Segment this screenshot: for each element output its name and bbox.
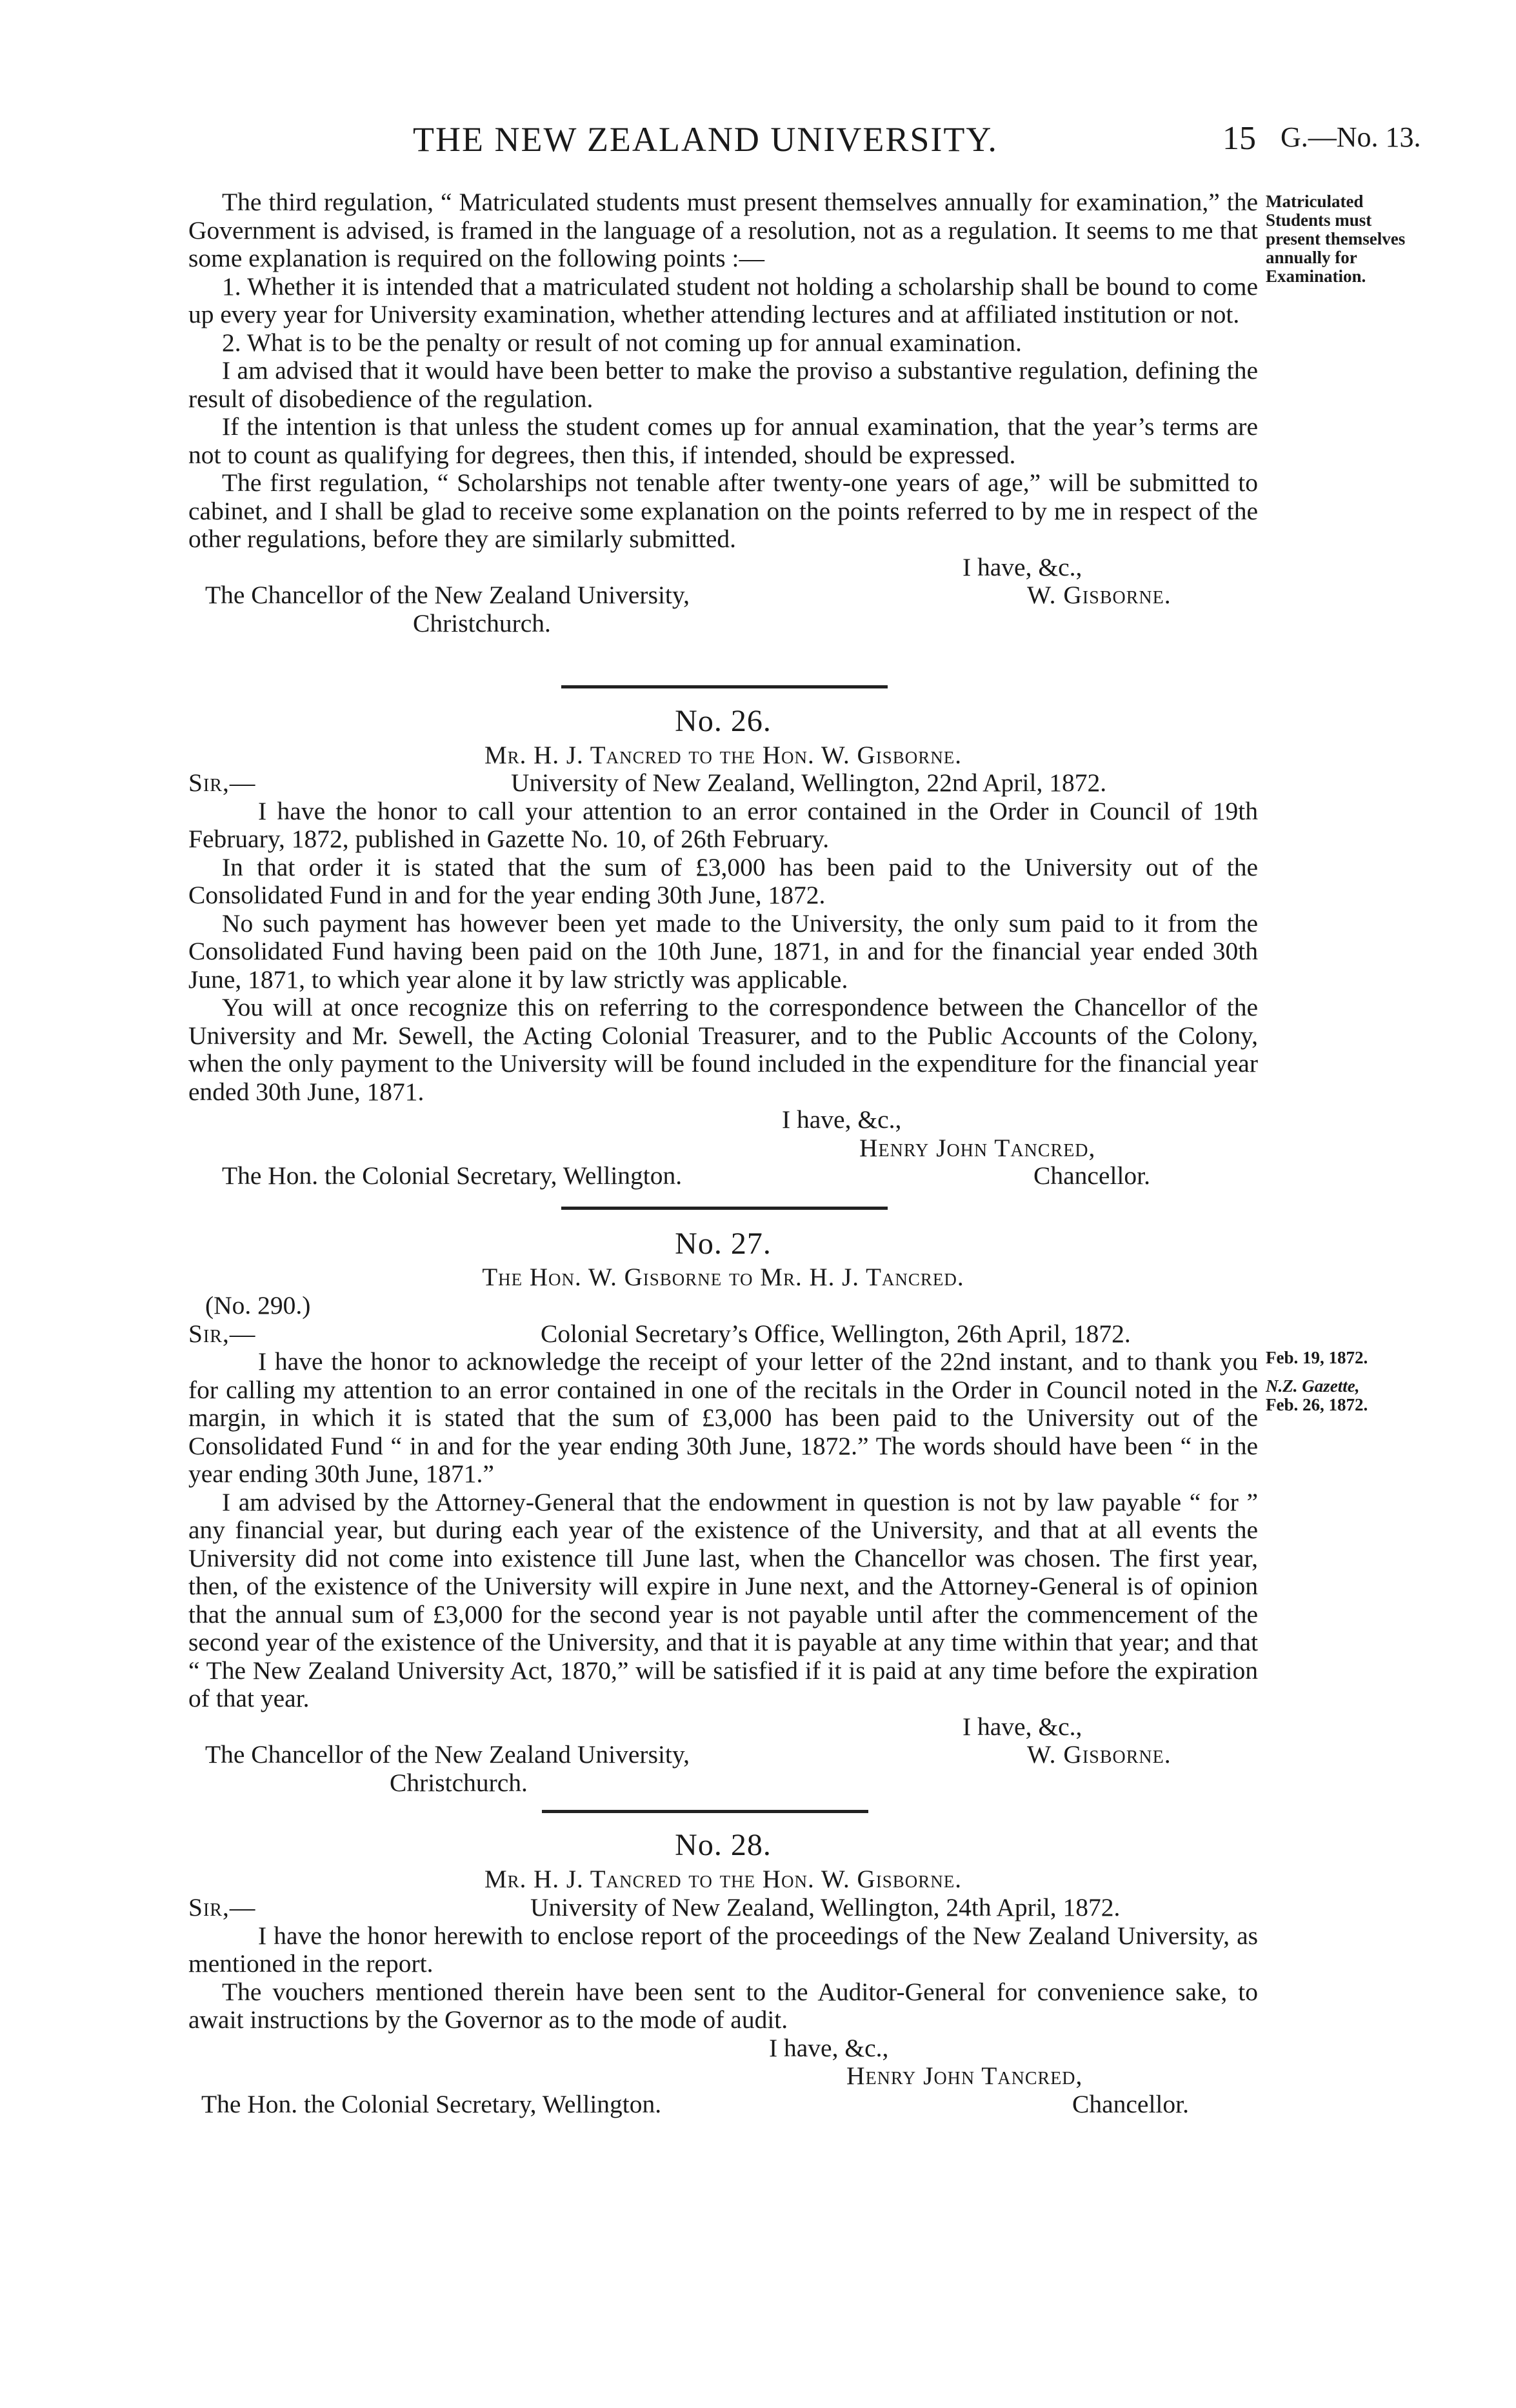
letter-26 <box>188 769 1258 1190</box>
header-title: THE NEW ZEALAND UNIVERSITY. <box>413 120 998 159</box>
running-header <box>0 119 1516 165</box>
signature-row <box>188 581 1258 610</box>
letter-27 <box>188 1292 1258 1797</box>
signatory-title: Chancellor. <box>1033 1161 1150 1190</box>
addressee: The Chancellor of the New Zealand University, <box>205 581 690 609</box>
salutation-row <box>188 769 1258 798</box>
signatory-title: Chancellor. <box>1072 2089 1189 2118</box>
salutation: Sir,— <box>188 1319 256 1348</box>
closing-row <box>188 554 1258 582</box>
margin-note: Feb. 19, 1872. <box>1266 1348 1368 1367</box>
addressee-place: Christchurch. <box>413 608 551 637</box>
signature: Henry John Tancred, <box>846 2062 1083 2090</box>
page-number: 15 <box>1222 120 1256 157</box>
paragraph: I have the honor herewith to enclose report of the proceedings of the New Zealand University, as mentioned in the report. <box>188 1921 1258 1978</box>
paragraph: I am advised by the Attorney-General that the endowment in question is not by law payable “ for ” any financial year, but during each year of the existence of the University, and that at all events the University did not come into existence till June last, when the Chancellor was chosen. The first year, then, of the existence of the University will expire in June next, and the Attorney-General is of opinion that the annual sum of £3,000 for the second year is not payable until after the commencement of the second year of the existence of the University, and that it is payable at any time within that year; and that “ The New Zealand University Act, 1870,” will be satisfied if it is paid at any time before the expiration of that year. <box>188 1487 1258 1712</box>
closing: I have, &c., <box>782 1105 902 1134</box>
closing-row <box>188 1713 1258 1741</box>
paragraph: The first regulation, “ Scholarships not tenable after twenty-one years of age,” will be submitted to cabinet, and I shall be glad to receive some explanation on the points referred to by me in respect of the other regulations, before they are similarly submitted. <box>188 468 1258 553</box>
salutation-row <box>188 1894 1258 1922</box>
paragraph: 2. What is to be the penalty or result of not coming up for annual examination. <box>222 328 1022 357</box>
closing: I have, &c., <box>769 2033 889 2062</box>
closing-row <box>188 1106 1258 1134</box>
letter-heading: Mr. H. J. Tancred to the Hon. W. Gisborne. <box>484 741 962 769</box>
closing-row <box>188 2034 1258 2063</box>
section-divider <box>561 1207 888 1210</box>
addressee-place-row <box>188 1769 1258 1798</box>
document-reference: G.—No. 13. <box>1281 121 1421 153</box>
addressee-place: Christchurch. <box>390 1768 528 1797</box>
signature-row <box>188 1741 1258 1769</box>
intro-section <box>188 188 1258 637</box>
paragraph: 1. Whether it is intended that a matriculated student not holding a scholarship shall be bound to come up every year for University examination, whether attending lectures and at affiliated institution or not. <box>188 272 1258 328</box>
addressee-row <box>188 2091 1258 2119</box>
place-date: Colonial Secretary’s Office, Wellington, 26th April, 1872. <box>541 1319 1131 1348</box>
addressee-place-row <box>188 610 1258 638</box>
salutation: Sir,— <box>188 768 256 797</box>
addressee: The Hon. the Colonial Secretary, Wellington. <box>201 2089 662 2118</box>
margin-note: Matriculated Students must present themselves annually for Examination. <box>1266 192 1406 286</box>
signature: W. Gisborne. <box>1027 1740 1172 1769</box>
paragraph: If the intention is that unless the student comes up for annual examination, that the year’s terms are not to count as qualifying for degrees, then this, if intended, should be expressed. <box>188 412 1258 469</box>
margin-note: N.Z. Gazette, <box>1266 1376 1360 1396</box>
letter-number: No. 28. <box>675 1828 772 1862</box>
signature: W. Gisborne. <box>1027 581 1172 609</box>
signature: Henry John Tancred, <box>859 1133 1096 1162</box>
paragraph: I have the honor to call your attention to an error contained in the Order in Council of 19th February, 1872, published in Gazette No. 10, of 26th February. <box>188 796 1258 853</box>
letter-heading: Mr. H. J. Tancred to the Hon. W. Gisborne. <box>484 1865 962 1893</box>
margin-note: Feb. 26, 1872. <box>1266 1395 1368 1414</box>
place-date: University of New Zealand, Wellington, 22nd April, 1872. <box>511 768 1107 797</box>
letter-number: No. 27. <box>675 1227 772 1261</box>
letter-heading: The Hon. W. Gisborne to Mr. H. J. Tancred. <box>482 1263 964 1291</box>
paragraph: In that order it is stated that the sum of £3,000 has been paid to the University out of the Consolidated Fund in and for the year ending 30th June, 1872. <box>188 852 1258 909</box>
paragraph: No such payment has however been yet made to the University, the only sum paid to it from the Consolidated Fund having been paid on the 10th June, 1871, in and for the financial year ended 30th June, 1871, to which year alone it by law strictly was applicable. <box>188 908 1258 994</box>
section-divider <box>542 1810 868 1813</box>
salutation-row <box>188 1320 1258 1349</box>
signature-row <box>188 2062 1258 2091</box>
paragraph: The third regulation, “ Matriculated students must present themselves annually for examination,” the Government is advised, is framed in the language of a resolution, not as a regulation. It seems to me that some explanation is required on the following points :— <box>188 188 1258 272</box>
closing: I have, &c., <box>962 552 1082 581</box>
paragraph: I am advised that it would have been better to make the proviso a substantive regulation, defining the result of disobedience of the regulation. <box>188 356 1258 413</box>
addressee: The Chancellor of the New Zealand University, <box>205 1740 690 1769</box>
paragraph: You will at once recognize this on referring to the correspondence between the Chancellor of the University and Mr. Sewell, the Acting Colonial Treasurer, and to the Public Accounts of the Colony, when the only payment to the University will be found included in the expenditure for the financial year ended 30th June, 1871. <box>188 993 1258 1106</box>
salutation: Sir,— <box>188 1893 256 1921</box>
reference-row <box>188 1292 1258 1320</box>
letter-number: No. 26. <box>675 704 772 738</box>
section-divider <box>561 685 888 688</box>
signature-row <box>188 1134 1258 1163</box>
paragraph: I have the honor to acknowledge the receipt of your letter of the 22nd instant, and to thank you for calling my attention to an error contained in one of the recitals in the Order in Council noted in the margin, in which it is stated that the sum of £3,000 has been paid to the University out of the Consolidated Fund “ in and for the year ending 30th June, 1872.” The words should have been “ in the year ending 30th June, 1871.” <box>188 1347 1258 1488</box>
addressee-row <box>188 1162 1258 1190</box>
letter-reference: (No. 290.) <box>205 1291 311 1319</box>
paragraph: The vouchers mentioned therein have been sent to the Auditor-General for convenience sake, to await instructions by the Governor as to the mode of audit. <box>188 1977 1258 2034</box>
closing: I have, &c., <box>962 1712 1082 1741</box>
letter-28 <box>188 1894 1258 2118</box>
place-date: University of New Zealand, Wellington, 24th April, 1872. <box>530 1893 1121 1921</box>
addressee: The Hon. the Colonial Secretary, Wellington. <box>222 1161 683 1190</box>
